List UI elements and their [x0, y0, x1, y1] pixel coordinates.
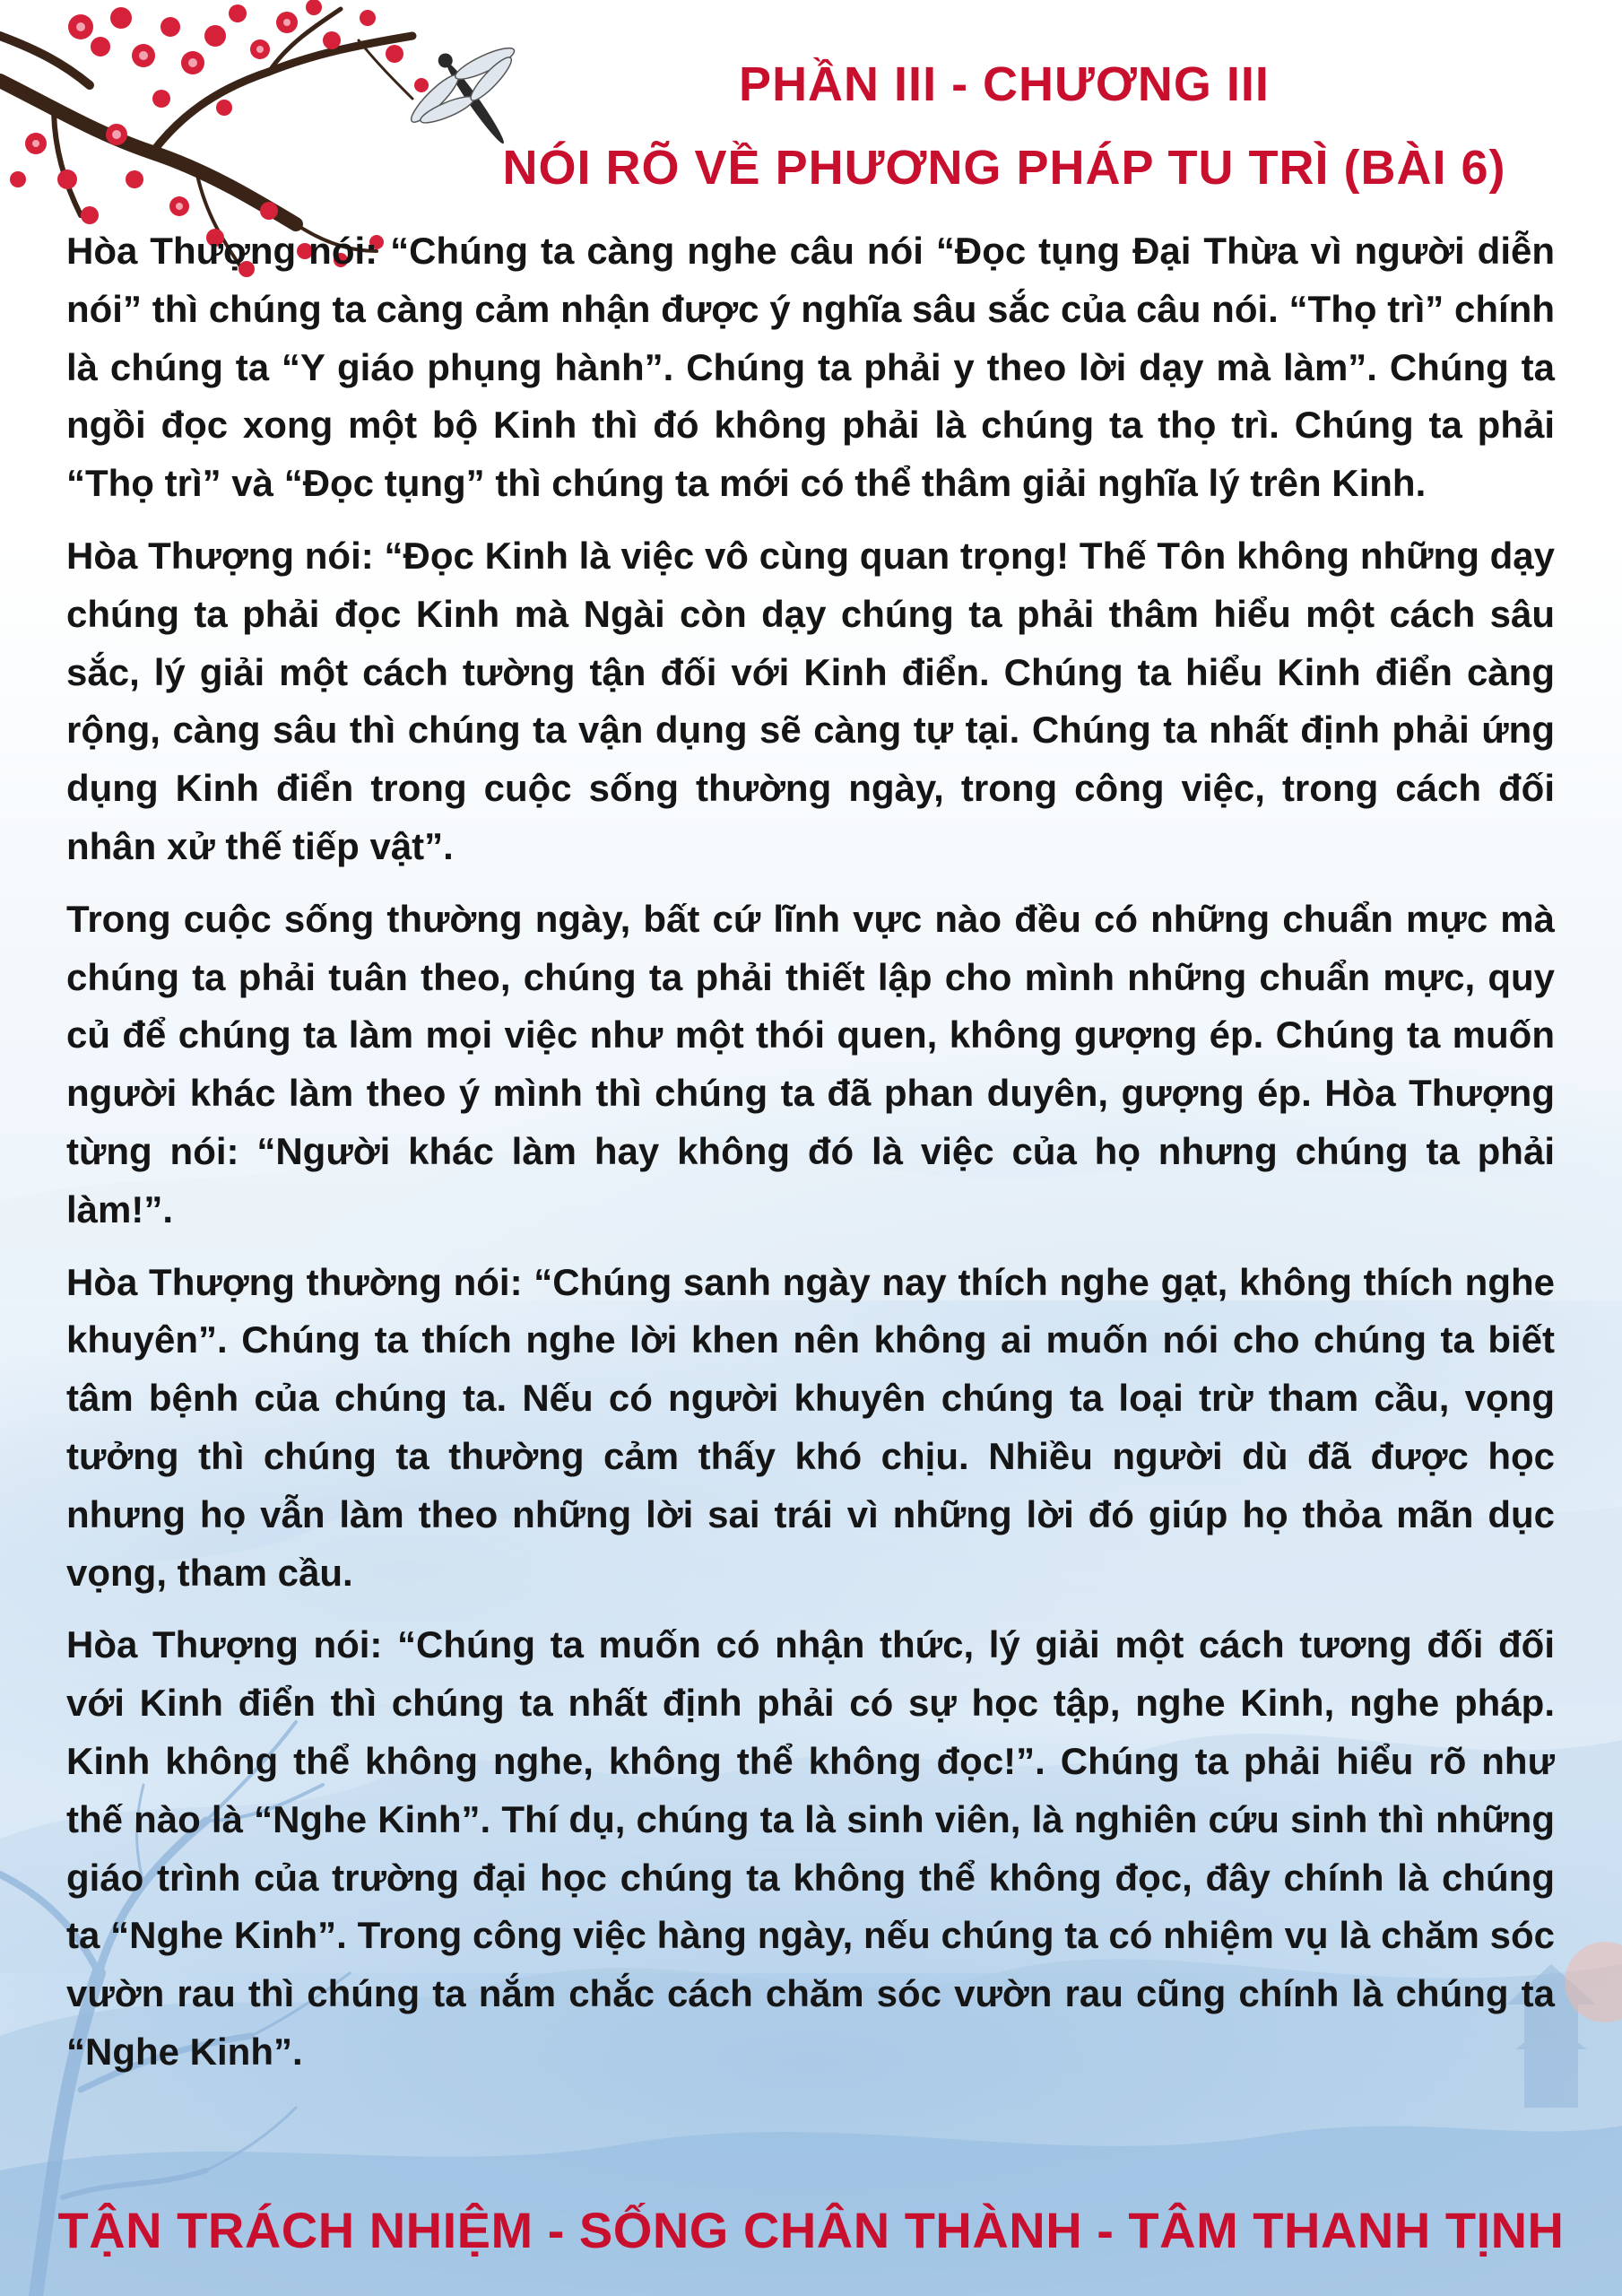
paragraph: Hòa Thượng nói: “Đọc Kinh là việc vô cùng quan trọng! Thế Tôn không những dạy chúng ta phải đọc Kinh mà Ngài còn dạy chúng ta phải thâm hiểu một cách sâu sắc, lý giải một cách tường tận đối với Kinh điển. Chúng ta hiểu Kinh điển càng rộng, càng sâu thì chúng ta vận dụng sẽ càng tự tại. Chúng ta nhất định phải ứng dụng Kinh điển trong cuộc sống thường ngày, trong công việc, trong cách đối nhân xử thế tiếp vật”.	[66, 534, 1555, 867]
paragraph: Hòa Thượng nói: “Chúng ta muốn có nhận thức, lý giải một cách tương đối đối với Kinh điển thì chúng ta nhất định phải có sự học tập, nghe Kinh, nghe pháp. Kinh không thể không nghe, không thể không đọc!”. Chúng ta phải hiểu rõ như thế nào là “Nghe Kinh”. Thí dụ, chúng ta là sinh viên, là nghiên cứu sinh thì những giáo trình của trường đại học chúng ta không thể không đọc, đây chính là chúng ta “Nghe Kinh”. Trong công việc hàng ngày, nếu chúng ta có nhiệm vụ là chăm sóc vườn rau thì chúng ta nắm chắc cách chăm sóc vườn rau cũng chính là chúng ta “Nghe Kinh”.	[66, 1623, 1555, 2073]
paragraph: Hòa Thượng nói: “Chúng ta càng nghe câu nói “Đọc tụng Đại Thừa vì người diễn nói” thì chúng ta càng cảm nhận được ý nghĩa sâu sắc của câu nói. “Thọ trì” chính là chúng ta “Y giáo phụng hành”. Chúng ta phải y theo lời dạy mà làm”. Chúng ta ngồi đọc xong một bộ Kinh thì đó không phải là chúng ta thọ trì. Chúng ta phải “Thọ trì” và “Đọc tụng” thì chúng ta mới có thể thâm giải nghĩa lý trên Kinh.	[66, 230, 1555, 505]
lesson-title: NÓI RÕ VỀ PHƯƠNG PHÁP TU TRÌ (BÀI 6)	[502, 141, 1506, 195]
paragraph: Trong cuộc sống thường ngày, bất cứ lĩnh vực nào đều có những chuẩn mực mà chúng ta phải tuân theo, chúng ta phải thiết lập cho mình những chuẩn mực, quy củ để chúng ta làm mọi việc như một thói quen, không gượng ép. Chúng ta muốn người khác làm theo ý mình thì chúng ta đã phan duyên, gượng ép. Hòa Thượng từng nói: “Người khác làm hay không đó là việc của họ nhưng chúng ta phải làm!”.	[66, 897, 1555, 1231]
footer-slogan: TẬN TRÁCH NHIỆM - SỐNG CHÂN THÀNH - TÂM THANH TỊNH	[57, 2202, 1565, 2258]
paragraph: Hòa Thượng thường nói: “Chúng sanh ngày nay thích nghe gạt, không thích nghe khuyên”. Chúng ta thích nghe lời khen nên không ai muốn nói cho chúng ta biết tâm bệnh của chúng ta. Nếu có người khuyên chúng ta loại trừ tham cầu, vọng tưởng thì chúng ta thường cảm thấy khó chịu. Nhiều người dù đã được học nhưng họ vẫn làm theo những lời sai trái vì những lời đó giúp họ thỏa mãn dục vọng, tham cầu.	[66, 1260, 1555, 1594]
chapter-title: PHẦN III - CHƯƠNG III	[739, 57, 1270, 111]
article-body	[66, 222, 1555, 2096]
